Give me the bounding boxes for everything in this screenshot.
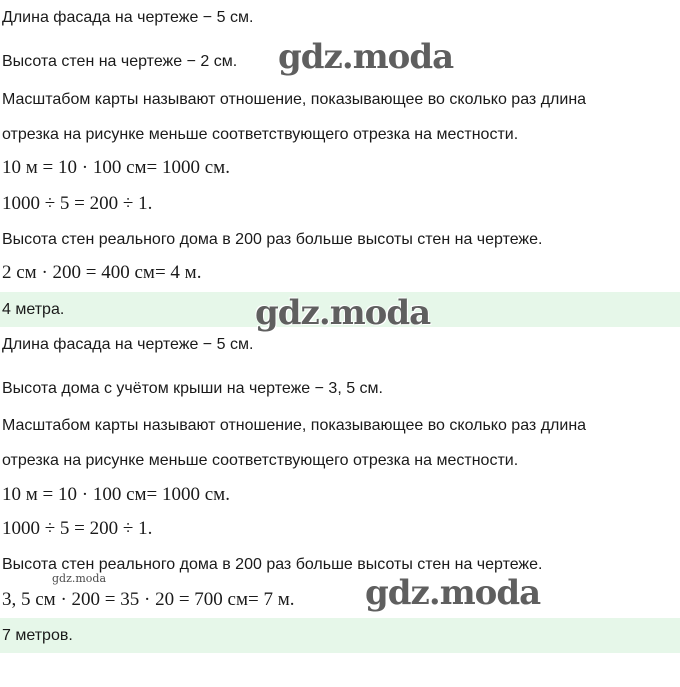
scale-definition-line-3: Масштабом карты называют отношение, показывающее во сколько раз длина [2, 417, 587, 434]
watermark-logo-small: gdz.moda [52, 572, 107, 585]
scale-explanation-line-2: Высота стен реального дома в 200 раз больше высоты стен на чертеже. [2, 556, 543, 573]
watermark-logo: gdz.moda [278, 37, 454, 77]
scale-definition-line-1: Масштабом карты называют отношение, показывающее во сколько раз длина [2, 91, 587, 108]
unit-conversion-line-2: 10 м = 10 · 100 см= 1000 см. [2, 484, 230, 505]
watermark-logo: gdz.moda [255, 293, 431, 333]
answer-2: 7 метров. [2, 627, 73, 644]
facade-length-line-2: Длина фасада на чертеже − 5 см. [2, 336, 254, 353]
scale-definition-line-4: отрезка на рисунке меньше соответствующего отрезка на местности. [2, 452, 519, 469]
scale-definition-line-2: отрезка на рисунке меньше соответствующего отрезка на местности. [2, 126, 519, 143]
scale-explanation-line: Высота стен реального дома в 200 раз больше высоты стен на чертеже. [2, 231, 543, 248]
scale-ratio-line-2: 1000 ÷ 5 = 200 ÷ 1. [2, 518, 153, 539]
facade-length-line: Длина фасада на чертеже − 5 см. [2, 9, 254, 26]
wall-height-line: Высота стен на чертеже − 2 см. [2, 53, 238, 70]
answer-1: 4 метра. [2, 301, 65, 318]
scale-ratio-line: 1000 ÷ 5 = 200 ÷ 1. [2, 193, 153, 214]
watermark-logo: gdz.moda [365, 573, 541, 613]
unit-conversion-line: 10 м = 10 · 100 см= 1000 см. [2, 157, 230, 178]
roof-height-line: Высота дома с учётом крыши на чертеже − 3, 5 см. [2, 380, 383, 397]
height-calculation-line-2: 3, 5 см · 200 = 35 · 20 = 700 см= 7 м. [2, 589, 295, 610]
height-calculation-line: 2 см · 200 = 400 см= 4 м. [2, 262, 202, 283]
answer-band-2 [0, 618, 680, 653]
